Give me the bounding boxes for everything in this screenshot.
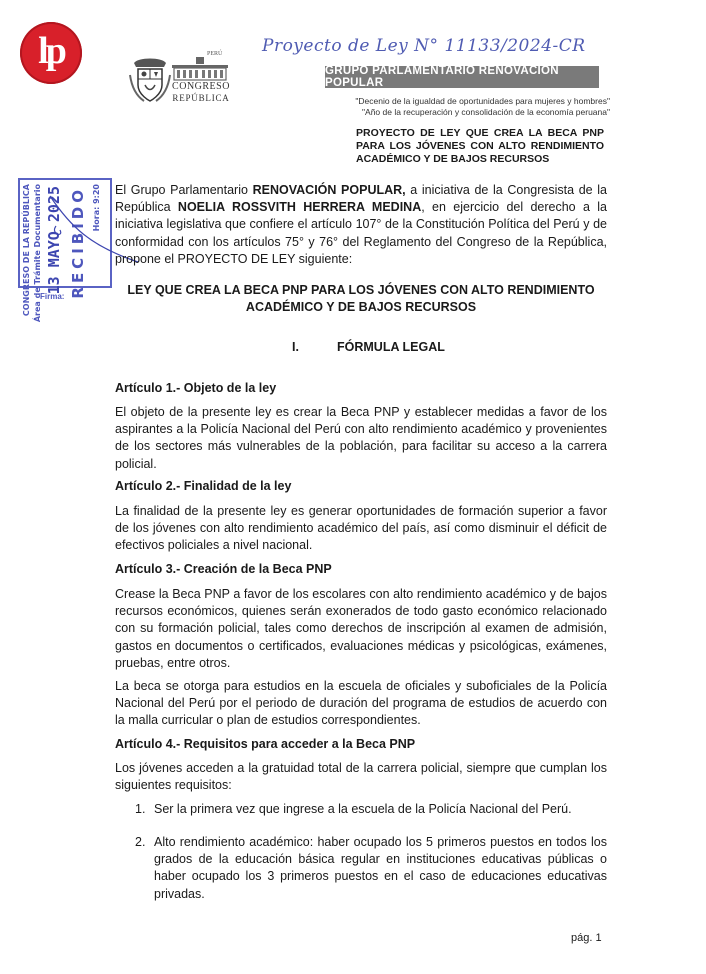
intro-part-1: El Grupo Parlamentario xyxy=(115,183,253,197)
list-number: 1. xyxy=(135,802,146,816)
intro-part-2: a iniciativa de la Congresista de la República xyxy=(115,183,607,215)
decenio-line-2: "Año de la recuperación y consolidación de la economía peruana" xyxy=(362,107,610,117)
list-text: Alto rendimiento académico: haber ocupado los 5 primeros puestos en todos los grados de la educación básica regular en instituciones educativas públicas o haber ocupado los 3 primeros puestos en el caso de educaciones educativas privadas. xyxy=(154,835,607,901)
article-paragraph: Los jóvenes acceden a la gratuidad total de la carrera policial, siempre que cumplan los siguientes requisitos: xyxy=(115,761,607,793)
stamp-area: Área de Trámite Documentario xyxy=(33,184,42,323)
law-title xyxy=(115,282,607,316)
article-paragraph: Crease la Beca PNP a favor de los escolares con alto rendimiento académico y de bajos recursos económicos, quienes serán exonerados de todo gasto económico relacionado con su formación policial, tales como derechos de inscripción al examen de admisión, gastos en documentos o certificados, evaluaciones médicas y psicológicas, exámenes, pruebas, entre otros. xyxy=(115,587,607,670)
congreso-name: CONGRESO xyxy=(172,81,230,92)
list-number: 2. xyxy=(135,835,146,849)
page-number: pág. 1 xyxy=(571,932,602,944)
stamp-date: 13 MAYO 2025 xyxy=(45,186,63,295)
list-text: Ser la primera vez que ingrese a la escuela de la Policía Nacional del Perú. xyxy=(154,802,572,816)
peru-label: PERÚ xyxy=(207,51,223,57)
stamp-firma: Firma: xyxy=(40,292,65,301)
law-title-line-1: LEY QUE CREA LA BECA PNP PARA LOS JÓVENES CON ALTO RENDIMIENTO xyxy=(127,283,595,297)
article-heading: Artículo 4.- Requisitos para acceder a la Beca PNP xyxy=(115,737,416,751)
list-item xyxy=(115,801,607,818)
decenio-text xyxy=(355,96,610,118)
stamp-congreso: CONGRESO DE LA REPÚBLICA xyxy=(22,184,31,317)
intro-congresista: NOELIA ROSSVITH HERRERA MEDINA xyxy=(177,200,422,215)
intro-paragraph xyxy=(115,182,607,268)
party-logo xyxy=(20,22,82,84)
peru-coat-of-arms-icon xyxy=(128,55,172,105)
congreso-republica: REPÚBLICA xyxy=(172,93,230,103)
decenio-line-1: "Decenio de la igualdad de oportunidades para mujeres y hombres" xyxy=(355,96,610,106)
list-item xyxy=(115,834,607,903)
intro-part-3: , en ejercicio del derecho a la iniciativa legislativa que confiere el artículo 107° de la Constitución Política del Perú y de conformidad con los artículos 75° y 76° del Reglamento del Congreso de la República, propone el PROYECTO DE LEY siguiente: xyxy=(115,200,607,266)
handwritten-project-number: Proyecto de Ley N° 11133/2024-CR xyxy=(262,36,586,56)
section-number: I. xyxy=(292,340,299,354)
stamp-recibido: RECIBIDO xyxy=(69,186,87,299)
article-paragraph: La beca se otorga para estudios en la escuela de oficiales y suboficiales de la Policía Nacional del Perú por el periodo de duración del programa de estudios de acuerdo con la malla curricular o plan de estudios correspondientes. xyxy=(115,679,607,728)
article-paragraph: La finalidad de la presente ley es generar oportunidades de formación superior a favor de los jóvenes con alto rendimiento académico del país, así como disminuir el déficit de efectivos policiales a nivel nacional. xyxy=(115,504,607,553)
article-heading: Artículo 1.- Objeto de la ley xyxy=(115,381,277,395)
stamp-hora: Hora: 9:20 xyxy=(92,184,101,232)
law-title-line-2: ACADÉMICO Y DE BAJOS RECURSOS xyxy=(245,300,477,314)
article-paragraph: El objeto de la presente ley es crear la Beca PNP y establecer medidas a favor de los aspirantes a la Policía Nacional del Perú con alto rendimiento académico y provenientes de los sectores más vulnerables de la población, para facilitar su acceso a la carrera policial. xyxy=(115,405,607,471)
project-title: PROYECTO DE LEY QUE CREA LA BECA PNP PARA LOS JÓVENES CON ALTO RENDIMIENTO ACADÉMICO Y DE BAJOS RECURSOS xyxy=(356,127,604,165)
congress-palace-icon xyxy=(170,56,230,82)
section-title: FÓRMULA LEGAL xyxy=(337,340,445,354)
intro-party: RENOVACIÓN POPULAR, xyxy=(252,183,406,197)
article-heading: Artículo 3.- Creación de la Beca PNP xyxy=(115,562,332,576)
logo-text: lp xyxy=(38,30,64,72)
article-heading: Artículo 2.- Finalidad de la ley xyxy=(115,479,292,493)
party-banner: GRUPO PARLAMENTARIO RENOVACIÓN POPULAR xyxy=(325,66,599,88)
